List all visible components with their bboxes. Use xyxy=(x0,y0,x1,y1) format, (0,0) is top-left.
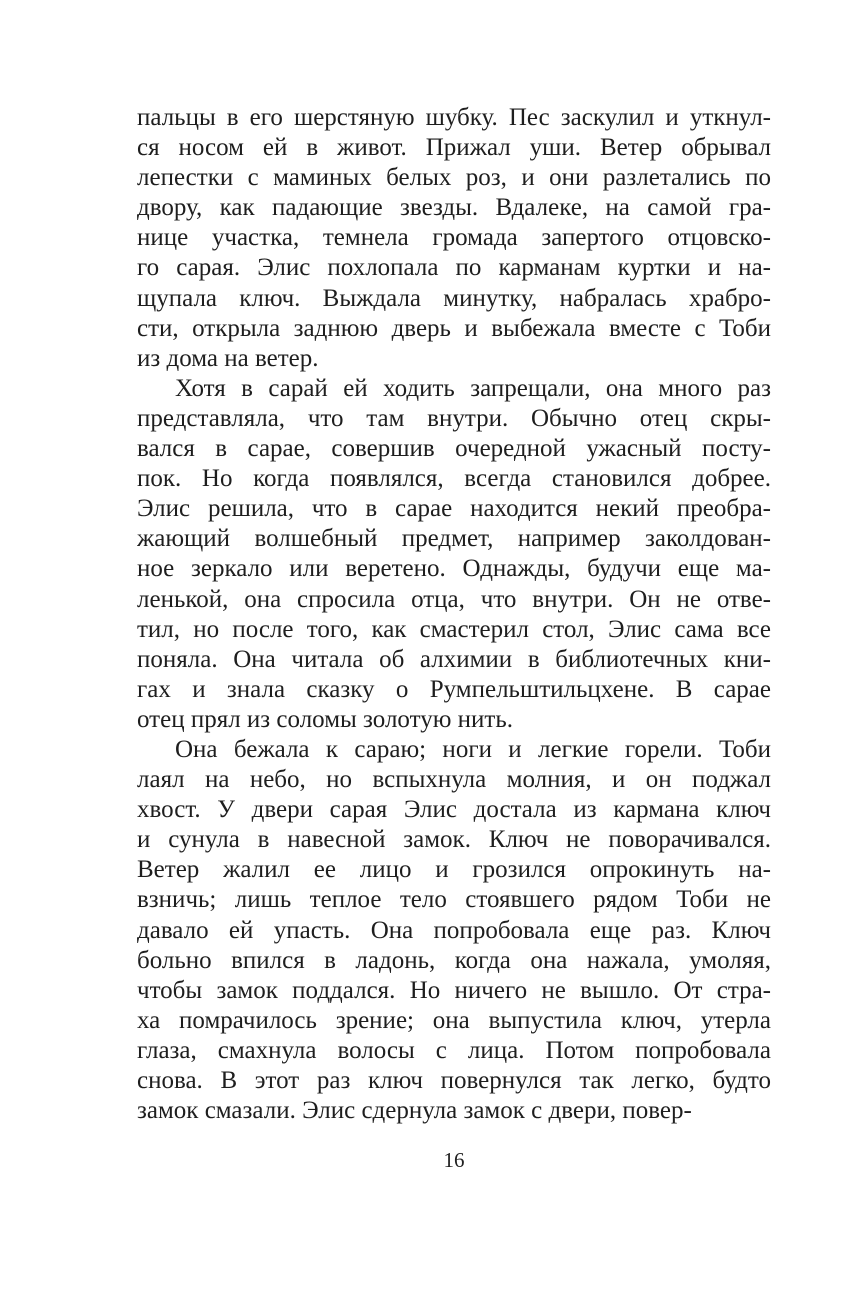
text-line: лаял на небо, но вспыхнула молния, и он поджал xyxy=(137,766,771,794)
text-line: Ветер жалил ее лицо и грозился опрокинуть на- xyxy=(137,856,771,884)
text-line: двору, как падающие звезды. Вдалеке, на самой гра- xyxy=(137,194,771,222)
text-line: Элис решила, что в сарае находится некий преобра- xyxy=(137,495,771,523)
text-line: замок смазали. Элис сдернула замок с двери, повер- xyxy=(137,1097,692,1125)
text-line: лепестки с маминых белых роз, и они разлетались по xyxy=(137,164,771,192)
paragraph xyxy=(137,735,771,1126)
text-line: из дома на ветер. xyxy=(137,344,319,372)
text-line: сти, открыла заднюю дверь и выбежала вместе с Тоби xyxy=(137,314,771,342)
text-line: давало ей упасть. Она попробовала еще раз. Ключ xyxy=(137,916,771,944)
text-line: пальцы в его шерстяную шубку. Пес заскулил и уткнул- xyxy=(137,104,771,131)
text-line: го сарая. Элис похлопала по карманам куртки и на- xyxy=(137,254,771,282)
text-line: снова. В этот раз ключ повернулся так легко, будто xyxy=(137,1067,771,1094)
text-line: поняла. Она читала об алхимии в библиотечных кни- xyxy=(137,645,771,673)
text-line: пок. Но когда появлялся, всегда становился добрее. xyxy=(137,465,771,493)
text-line: больно впился в ладонь, когда она нажала, умоляя, xyxy=(137,946,771,974)
text-line: Хотя в сарай ей ходить запрещали, она много раз xyxy=(175,374,771,402)
text-line: гах и знала сказку о Румпельштильцхене. В сарае xyxy=(137,675,771,703)
text-line: хвост. У двери сарая Элис достала из кармана ключ xyxy=(137,796,771,824)
text-line: чтобы замок поддался. Но ничего не вышло. От стра- xyxy=(137,976,771,1004)
text-line: отец прял из соломы золотую нить. xyxy=(137,705,513,733)
text-line: ся носом ей в живот. Прижал уши. Ветер обрывал xyxy=(137,134,771,162)
text-line: ленькой, она спросила отца, что внутри. Он не отве- xyxy=(137,585,771,613)
text-line: вался в сарае, совершив очередной ужасный посту- xyxy=(137,435,771,463)
page-number: 16 xyxy=(443,1148,465,1172)
text-line: жающий волшебный предмет, например заколдован- xyxy=(137,525,771,553)
text-line: тил, но после того, как смастерил стол, Элис сама все xyxy=(137,615,771,643)
text-line: ное зеркало или веретено. Однажды, будучи еще ма- xyxy=(137,555,771,583)
paragraph xyxy=(137,103,771,374)
text-line: представляла, что там внутри. Обычно отец скры- xyxy=(137,404,771,432)
text-line: глаза, смахнула волосы с лица. Потом попробовала xyxy=(137,1036,771,1064)
text-line: и сунула в навесной замок. Ключ не поворачивался. xyxy=(137,826,771,854)
text-line: ха помрачилось зрение; она выпустила ключ, утерла xyxy=(137,1006,771,1034)
text-line: Она бежала к сараю; ноги и легкие горели. Тоби xyxy=(175,735,771,763)
text-line: взничь; лишь теплое тело стоявшего рядом Тоби не xyxy=(137,886,771,914)
text-line: щупала ключ. Выждала минутку, набралась храбро- xyxy=(137,284,771,312)
text-line: нице участка, темнела громада запертого отцовско- xyxy=(137,224,771,252)
text-block xyxy=(137,103,771,1126)
paragraph xyxy=(137,374,771,735)
